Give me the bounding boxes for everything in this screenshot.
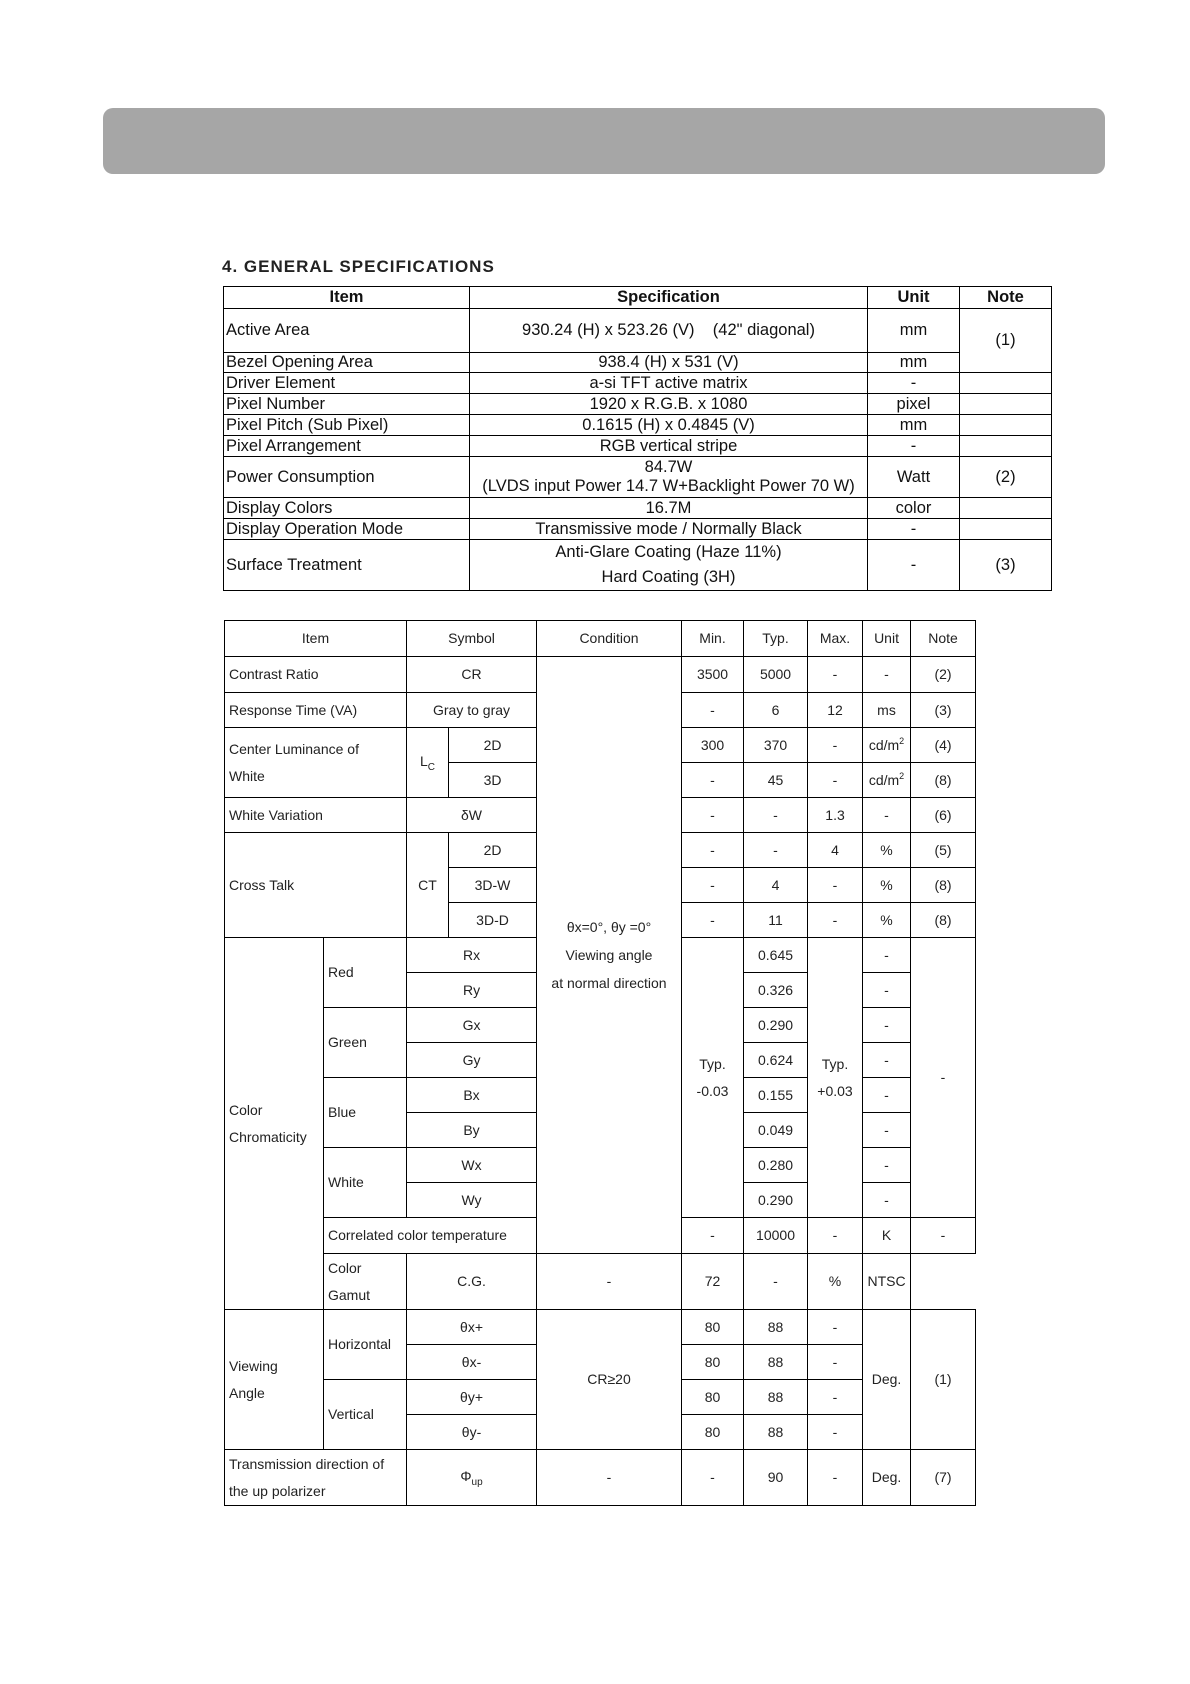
spec-cell: Transmissive mode / Normally Black bbox=[470, 519, 868, 540]
spec-cell: 930.24 (H) x 523.26 (V) (42" diagonal) bbox=[470, 309, 868, 353]
item-cell: Surface Treatment bbox=[224, 540, 470, 591]
spec-line: Hard Coating (3H) bbox=[601, 568, 736, 586]
symbol-sub: up bbox=[471, 1476, 483, 1488]
table-row bbox=[225, 1254, 976, 1310]
typ-cell: - bbox=[744, 833, 808, 868]
unit-cell: mm bbox=[868, 353, 960, 373]
condition-line: θx=0°, θy =0° bbox=[566, 919, 652, 935]
unit-cell: - bbox=[868, 519, 960, 540]
item-cell bbox=[225, 1450, 407, 1506]
header-specification: Specification bbox=[470, 287, 868, 309]
unit-cell: % bbox=[863, 868, 911, 903]
spec-line: 84.7W bbox=[644, 458, 693, 476]
min-cell: - bbox=[682, 1218, 744, 1254]
table-row bbox=[224, 540, 1052, 591]
table-header-row bbox=[224, 287, 1052, 309]
symbol-cell: CT bbox=[407, 833, 449, 938]
typ-cell: 88 bbox=[744, 1415, 808, 1450]
unit-cell: - bbox=[863, 657, 911, 693]
color-label: Blue bbox=[324, 1078, 407, 1148]
header-unit: Unit bbox=[868, 287, 960, 309]
symbol-cell: δW bbox=[407, 798, 537, 833]
min-cell: 3500 bbox=[682, 657, 744, 693]
typ-cell: 4 bbox=[744, 868, 808, 903]
min-cell bbox=[682, 938, 744, 1218]
item-cell: Cross Talk bbox=[225, 833, 407, 938]
note-cell bbox=[960, 436, 1052, 457]
max-cell: - bbox=[808, 1415, 863, 1450]
table-row bbox=[224, 353, 1052, 373]
spec-cell bbox=[470, 457, 868, 498]
symbol-cell: Wy bbox=[407, 1183, 537, 1218]
section-heading bbox=[222, 257, 495, 281]
header-item: Item bbox=[225, 621, 407, 657]
symbol-cell: θy- bbox=[407, 1415, 537, 1450]
min-cell: - bbox=[682, 798, 744, 833]
spec-cell bbox=[470, 540, 868, 591]
symbol-cell: Rx bbox=[407, 938, 537, 973]
note-cell bbox=[960, 498, 1052, 519]
typ-cell: 11 bbox=[744, 903, 808, 938]
min-cell: 80 bbox=[682, 1310, 744, 1345]
max-cell bbox=[808, 938, 863, 1218]
typ-cell: 370 bbox=[744, 728, 808, 763]
typ-cell: 0.049 bbox=[744, 1113, 808, 1148]
min-cell: - bbox=[682, 1450, 744, 1506]
item-cell: Active Area bbox=[224, 309, 470, 353]
unit-main: cd/m bbox=[868, 736, 900, 753]
typ-cell: 6 bbox=[744, 693, 808, 728]
typ-cell: 0.326 bbox=[744, 973, 808, 1008]
unit-cell: - bbox=[863, 1043, 911, 1078]
spec-cell: a-si TFT active matrix bbox=[470, 373, 868, 394]
unit-cell: - bbox=[863, 1078, 911, 1113]
typ-cell: 72 bbox=[682, 1254, 744, 1310]
typ-cell: 88 bbox=[744, 1310, 808, 1345]
mode-cell: 2D bbox=[449, 833, 537, 868]
min-cell: - bbox=[682, 903, 744, 938]
unit-cell: ms bbox=[863, 693, 911, 728]
typ-cell: 0.290 bbox=[744, 1008, 808, 1043]
item-cell: Driver Element bbox=[224, 373, 470, 394]
typ-cell: - bbox=[744, 798, 808, 833]
note-cell: (1) bbox=[911, 1310, 976, 1450]
unit-cell: % bbox=[808, 1254, 863, 1310]
header-banner bbox=[103, 108, 1105, 174]
note-cell: (3) bbox=[911, 693, 976, 728]
min-line: Typ. bbox=[699, 1055, 726, 1072]
max-cell: - bbox=[808, 1450, 863, 1506]
header-condition: Condition bbox=[537, 621, 682, 657]
item-cell: Display Operation Mode bbox=[224, 519, 470, 540]
max-cell: - bbox=[808, 1345, 863, 1380]
symbol-cell: Bx bbox=[407, 1078, 537, 1113]
header-unit: Unit bbox=[863, 621, 911, 657]
unit-cell: pixel bbox=[868, 394, 960, 415]
spec-line: Anti-Glare Coating (Haze 11%) bbox=[555, 543, 782, 561]
symbol-cell: CR bbox=[407, 657, 537, 693]
mode-cell: 3D bbox=[449, 763, 537, 798]
typ-cell: 5000 bbox=[744, 657, 808, 693]
note-cell: - bbox=[911, 1218, 976, 1254]
section-heading-text: 4. GENERAL SPECIFICATIONS bbox=[222, 257, 495, 276]
spec-cell: 938.4 (H) x 531 (V) bbox=[470, 353, 868, 373]
note-cell: (4) bbox=[911, 728, 976, 763]
symbol-cell bbox=[407, 728, 449, 798]
table-row bbox=[224, 457, 1052, 498]
note-cell: (2) bbox=[911, 657, 976, 693]
optical-spec-table bbox=[224, 620, 976, 1506]
cct-label: Correlated color temperature bbox=[324, 1218, 537, 1254]
unit-cell: - bbox=[863, 938, 911, 973]
unit-sup: 2 bbox=[899, 735, 905, 746]
spec-cell: 1920 x R.G.B. x 1080 bbox=[470, 394, 868, 415]
max-line: Typ. bbox=[821, 1055, 849, 1072]
item-cell: Pixel Arrangement bbox=[224, 436, 470, 457]
gamut-line: Color bbox=[328, 1259, 362, 1276]
spec-cell: RGB vertical stripe bbox=[470, 436, 868, 457]
unit-cell: - bbox=[868, 373, 960, 394]
max-cell: - bbox=[808, 728, 863, 763]
note-cell: (8) bbox=[911, 903, 976, 938]
item-cell: Display Colors bbox=[224, 498, 470, 519]
item-cell: White Variation bbox=[225, 798, 407, 833]
item-line: Transmission direction of bbox=[229, 1455, 385, 1472]
item-cell: Power Consumption bbox=[224, 457, 470, 498]
header-note: Note bbox=[960, 287, 1052, 309]
max-cell: 4 bbox=[808, 833, 863, 868]
symbol-cell: Gy bbox=[407, 1043, 537, 1078]
typ-cell: 88 bbox=[744, 1380, 808, 1415]
item-line: Center Luminance of bbox=[229, 740, 359, 757]
note-cell: (8) bbox=[911, 763, 976, 798]
condition-cell: CR≥20 bbox=[537, 1310, 682, 1450]
header-note: Note bbox=[911, 621, 976, 657]
table-row bbox=[224, 498, 1052, 519]
unit-cell: - bbox=[868, 540, 960, 591]
max-line: +0.03 bbox=[817, 1082, 853, 1099]
table-row bbox=[224, 373, 1052, 394]
unit-main: cd/m bbox=[868, 771, 900, 788]
spec-line: (LVDS input Power 14.7 W+Backlight Power 70 W) bbox=[482, 477, 855, 495]
unit-sup: 2 bbox=[899, 770, 905, 781]
mode-cell: 2D bbox=[449, 728, 537, 763]
symbol-cell: By bbox=[407, 1113, 537, 1148]
typ-cell: 90 bbox=[744, 1450, 808, 1506]
max-cell: - bbox=[808, 1310, 863, 1345]
condition-cell: - bbox=[537, 1450, 682, 1506]
symbol-cell: C.G. bbox=[407, 1254, 537, 1310]
table-row bbox=[225, 1450, 976, 1506]
item-cell: Pixel Pitch (Sub Pixel) bbox=[224, 415, 470, 436]
unit-cell: Watt bbox=[868, 457, 960, 498]
unit-cell: - bbox=[863, 1148, 911, 1183]
min-line: -0.03 bbox=[696, 1082, 729, 1099]
header-max: Max. bbox=[808, 621, 863, 657]
symbol-main: Φ bbox=[460, 1467, 472, 1484]
min-cell: - bbox=[682, 868, 744, 903]
item-cell: Pixel Number bbox=[224, 394, 470, 415]
max-cell: - bbox=[808, 903, 863, 938]
header-symbol: Symbol bbox=[407, 621, 537, 657]
unit-cell: mm bbox=[868, 309, 960, 353]
table-row bbox=[224, 415, 1052, 436]
note-cell bbox=[960, 519, 1052, 540]
note-cell: NTSC bbox=[863, 1254, 911, 1310]
symbol-cell: Ry bbox=[407, 973, 537, 1008]
min-cell: - bbox=[537, 1254, 682, 1310]
note-cell bbox=[960, 394, 1052, 415]
direction-label: Horizontal bbox=[324, 1310, 407, 1380]
typ-cell: 10000 bbox=[744, 1218, 808, 1254]
condition-line: Viewing angle bbox=[565, 947, 653, 963]
min-cell: 300 bbox=[682, 728, 744, 763]
typ-cell: 0.645 bbox=[744, 938, 808, 973]
note-cell bbox=[960, 373, 1052, 394]
mode-cell: 3D-D bbox=[449, 903, 537, 938]
item-cell bbox=[225, 938, 324, 1310]
item-cell bbox=[225, 728, 407, 798]
direction-label: Vertical bbox=[324, 1380, 407, 1450]
min-cell: - bbox=[682, 833, 744, 868]
spec-cell: 0.1615 (H) x 0.4845 (V) bbox=[470, 415, 868, 436]
symbol-main: L bbox=[420, 752, 428, 769]
typ-cell: 88 bbox=[744, 1345, 808, 1380]
table-row bbox=[225, 657, 976, 693]
note-cell bbox=[960, 415, 1052, 436]
mode-cell: 3D-W bbox=[449, 868, 537, 903]
max-cell: - bbox=[808, 1380, 863, 1415]
table-row bbox=[224, 519, 1052, 540]
table-header-row bbox=[225, 621, 976, 657]
note-cell: (7) bbox=[911, 1450, 976, 1506]
color-label: Green bbox=[324, 1008, 407, 1078]
max-cell: - bbox=[808, 763, 863, 798]
item-line: Color bbox=[229, 1101, 263, 1118]
unit-cell bbox=[863, 763, 911, 798]
header-min: Min. bbox=[682, 621, 744, 657]
unit-cell: color bbox=[868, 498, 960, 519]
min-cell: - bbox=[682, 693, 744, 728]
item-cell: Contrast Ratio bbox=[225, 657, 407, 693]
note-cell: (5) bbox=[911, 833, 976, 868]
symbol-cell: Wx bbox=[407, 1148, 537, 1183]
unit-cell: - bbox=[863, 1113, 911, 1148]
gamut-label bbox=[324, 1254, 407, 1310]
min-cell: 80 bbox=[682, 1345, 744, 1380]
general-spec-table bbox=[223, 286, 1052, 591]
symbol-cell: θx- bbox=[407, 1345, 537, 1380]
max-cell: - bbox=[808, 1218, 863, 1254]
unit-cell: - bbox=[863, 798, 911, 833]
typ-cell: 45 bbox=[744, 763, 808, 798]
symbol-sub: C bbox=[427, 761, 436, 773]
symbol-cell bbox=[407, 1450, 537, 1506]
table-row bbox=[225, 1310, 976, 1345]
unit-cell: - bbox=[868, 436, 960, 457]
item-cell: Bezel Opening Area bbox=[224, 353, 470, 373]
unit-cell: Deg. bbox=[863, 1450, 911, 1506]
symbol-cell: θy+ bbox=[407, 1380, 537, 1415]
max-cell: - bbox=[808, 868, 863, 903]
note-cell: (8) bbox=[911, 868, 976, 903]
note-cell: (2) bbox=[960, 457, 1052, 498]
symbol-cell: Gray to gray bbox=[407, 693, 537, 728]
unit-cell: - bbox=[863, 973, 911, 1008]
unit-cell: K bbox=[863, 1218, 911, 1254]
gamut-line: Gamut bbox=[328, 1286, 371, 1303]
typ-cell: 0.280 bbox=[744, 1148, 808, 1183]
unit-cell: % bbox=[863, 903, 911, 938]
note-cell: (3) bbox=[960, 540, 1052, 591]
unit-cell: - bbox=[863, 1183, 911, 1218]
typ-cell: 0.624 bbox=[744, 1043, 808, 1078]
max-cell: - bbox=[808, 657, 863, 693]
item-line: the up polarizer bbox=[229, 1482, 326, 1499]
unit-cell bbox=[863, 728, 911, 763]
item-line: Viewing bbox=[229, 1357, 278, 1374]
unit-cell: mm bbox=[868, 415, 960, 436]
table-row bbox=[224, 394, 1052, 415]
max-cell: - bbox=[744, 1254, 808, 1310]
condition-cell bbox=[537, 657, 682, 1254]
spec-cell: 16.7M bbox=[470, 498, 868, 519]
table-row bbox=[224, 309, 1052, 353]
unit-cell: - bbox=[863, 1008, 911, 1043]
color-label: Red bbox=[324, 938, 407, 1008]
max-cell: 12 bbox=[808, 693, 863, 728]
header-item: Item bbox=[224, 287, 470, 309]
header-typ: Typ. bbox=[744, 621, 808, 657]
max-cell: 1.3 bbox=[808, 798, 863, 833]
note-cell: (6) bbox=[911, 798, 976, 833]
unit-cell: % bbox=[863, 833, 911, 868]
note-cell: - bbox=[911, 938, 976, 1218]
min-cell: - bbox=[682, 763, 744, 798]
item-line: Angle bbox=[229, 1384, 265, 1401]
item-line: Chromaticity bbox=[229, 1128, 307, 1145]
symbol-cell: Gx bbox=[407, 1008, 537, 1043]
min-cell: 80 bbox=[682, 1380, 744, 1415]
typ-cell: 0.290 bbox=[744, 1183, 808, 1218]
unit-cell: Deg. bbox=[863, 1310, 911, 1450]
typ-cell: 0.155 bbox=[744, 1078, 808, 1113]
item-cell: Response Time (VA) bbox=[225, 693, 407, 728]
item-cell bbox=[225, 1310, 324, 1450]
condition-line: at normal direction bbox=[551, 975, 667, 991]
table-row bbox=[224, 436, 1052, 457]
note-cell: (1) bbox=[960, 309, 1052, 373]
min-cell: 80 bbox=[682, 1415, 744, 1450]
item-line: White bbox=[229, 767, 265, 784]
color-label: White bbox=[324, 1148, 407, 1218]
symbol-cell: θx+ bbox=[407, 1310, 537, 1345]
